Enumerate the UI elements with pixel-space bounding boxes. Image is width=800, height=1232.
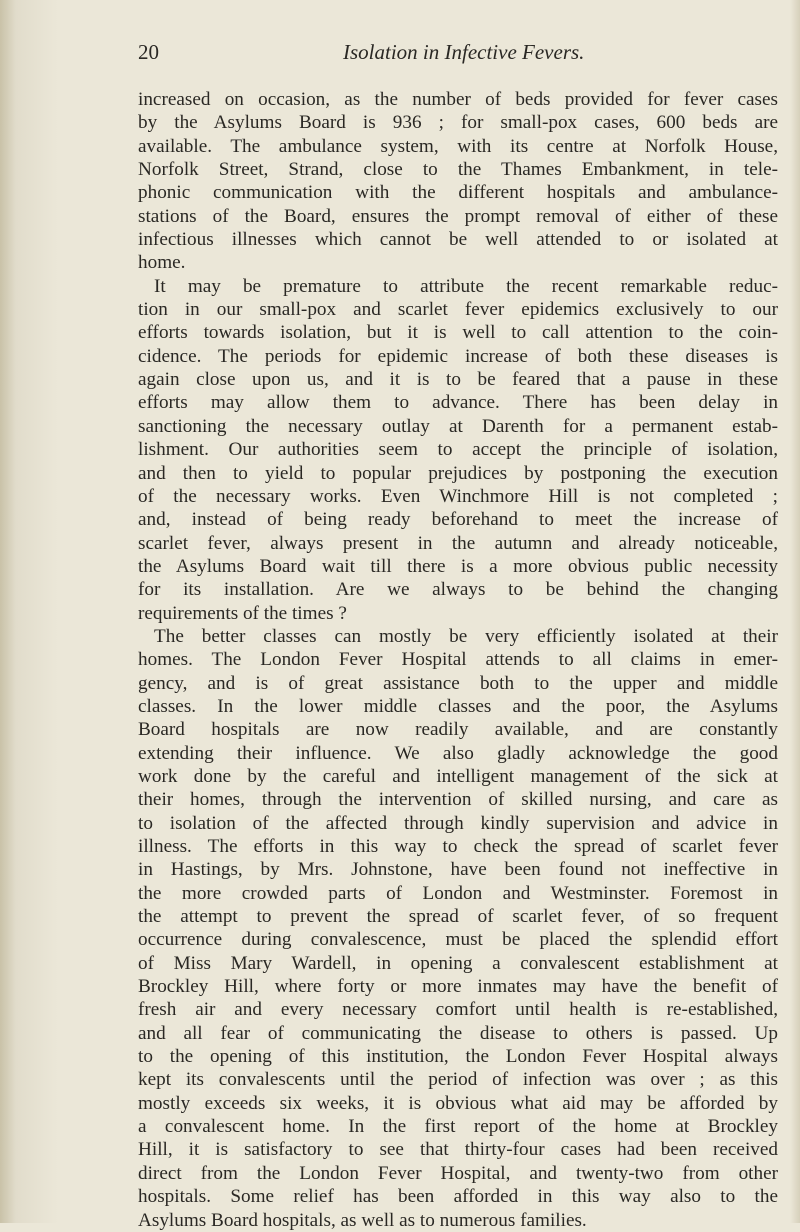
text-line: of the necessary works. Even Winchmore Hill is not completed ; [138, 485, 778, 507]
text-line: It may be premature to attribute the recent remarkable reduc- [154, 275, 778, 297]
text-line: the Asylums Board wait till there is a more obvious public necessity [138, 555, 778, 577]
text-line: again close upon us, and it is to be feared that a pause in these [138, 369, 778, 391]
text-line: phonic communication with the different hospitals and ambulance- [138, 182, 778, 204]
page-binding-edge [0, 0, 58, 1223]
text-line: classes. In the lower middle classes and the poor, the Asylums [138, 695, 778, 717]
text-line: infectious illnesses which cannot be well attended to or isolated at [138, 229, 778, 251]
text-line: and, instead of being ready beforehand to meet the increase of [138, 509, 778, 531]
text-line: direct from the London Fever Hospital, and twenty-two from other [138, 1162, 778, 1184]
text-line: homes. The London Fever Hospital attends to all claims in emer- [138, 649, 778, 671]
text-line: to isolation of the affected through kindly supervision and advice in [138, 812, 778, 834]
text-line: by the Asylums Board is 936 ; for small-pox cases, 600 beds are [138, 112, 778, 134]
text-line: Hill, it is satisfactory to see that thirty-four cases had been received [138, 1139, 778, 1161]
text-line: a convalescent home. In the first report of the home at Brockley [138, 1116, 778, 1138]
text-line: tion in our small-pox and scarlet fever epidemics exclusively to our [138, 299, 778, 321]
text-line: for its installation. Are we always to be behind the changing [138, 579, 778, 601]
text-line: the more crowded parts of London and Westminster. Foremost in [138, 882, 778, 904]
text-line: efforts towards isolation, but it is well to call attention to the coin- [138, 322, 778, 344]
text-line: in Hastings, by Mrs. Johnstone, have been found not ineffective in [138, 859, 778, 881]
text-line: requirements of the times ? [138, 602, 347, 624]
text-line: available. The ambulance system, with its centre at Norfolk House, [138, 135, 778, 157]
text-line: illness. The efforts in this way to check the spread of scarlet fever [138, 836, 778, 857]
text-line: occurrence during convalescence, must be placed the splendid effort [138, 929, 778, 951]
text-line: fresh air and every necessary comfort until health is re-established, [138, 999, 778, 1021]
running-title: Isolation in Infective Fevers. [343, 40, 585, 64]
text-line: work done by the careful and intelligent management of the sick at [138, 765, 778, 787]
text-line: sanctioning the necessary outlay at Darenth for a permanent estab- [138, 415, 778, 437]
text-line: Norfolk Street, Strand, close to the Thames Embankment, in tele- [138, 159, 778, 181]
text-line: increased on occasion, as the number of beds provided for fever cases [138, 89, 778, 110]
body-text [138, 88, 778, 1232]
text-line: Board hospitals are now readily available, and are constantly [138, 719, 778, 741]
page-number: 20 [138, 40, 159, 64]
text-line: scarlet fever, always present in the autumn and already noticeable, [138, 532, 778, 554]
text-line: and all fear of communicating the disease to others is passed. Up [138, 1022, 778, 1044]
text-line: cidence. The periods for epidemic increase of both these diseases is [138, 345, 778, 367]
text-line: The better classes can mostly be very efficiently isolated at their [154, 625, 778, 647]
text-line: their homes, through the intervention of skilled nursing, and care as [138, 789, 778, 811]
text-line: kept its convalescents until the period of infection was over ; as this [138, 1069, 778, 1091]
text-line: mostly exceeds six weeks, it is obvious what aid may be afforded by [138, 1092, 778, 1114]
text-line: Asylums Board hospitals, as well as to numerous families. [138, 1209, 587, 1231]
page-right-edge [790, 0, 800, 1223]
text-line: Brockley Hill, where forty or more inmates may have the benefit of [138, 976, 778, 998]
text-line: gency, and is of great assistance both to the upper and middle [138, 672, 778, 694]
text-line: lishment. Our authorities seem to accept the principle of isolation, [138, 439, 778, 461]
text-line: efforts may allow them to advance. There has been delay in [138, 392, 778, 414]
text-line: home. [138, 252, 186, 274]
page-header [138, 40, 698, 70]
text-line: stations of the Board, ensures the prompt removal of either of these [138, 205, 778, 227]
text-line: of Miss Mary Wardell, in opening a convalescent establishment at [138, 952, 778, 974]
text-line: hospitals. Some relief has been afforded in this way also to the [138, 1186, 778, 1208]
text-line: and then to yield to popular prejudices by postponing the execution [138, 462, 778, 484]
text-line: extending their influence. We also gladly acknowledge the good [138, 742, 778, 764]
text-line: to the opening of this institution, the London Fever Hospital always [138, 1046, 778, 1068]
text-line: the attempt to prevent the spread of scarlet fever, of so frequent [138, 906, 778, 928]
